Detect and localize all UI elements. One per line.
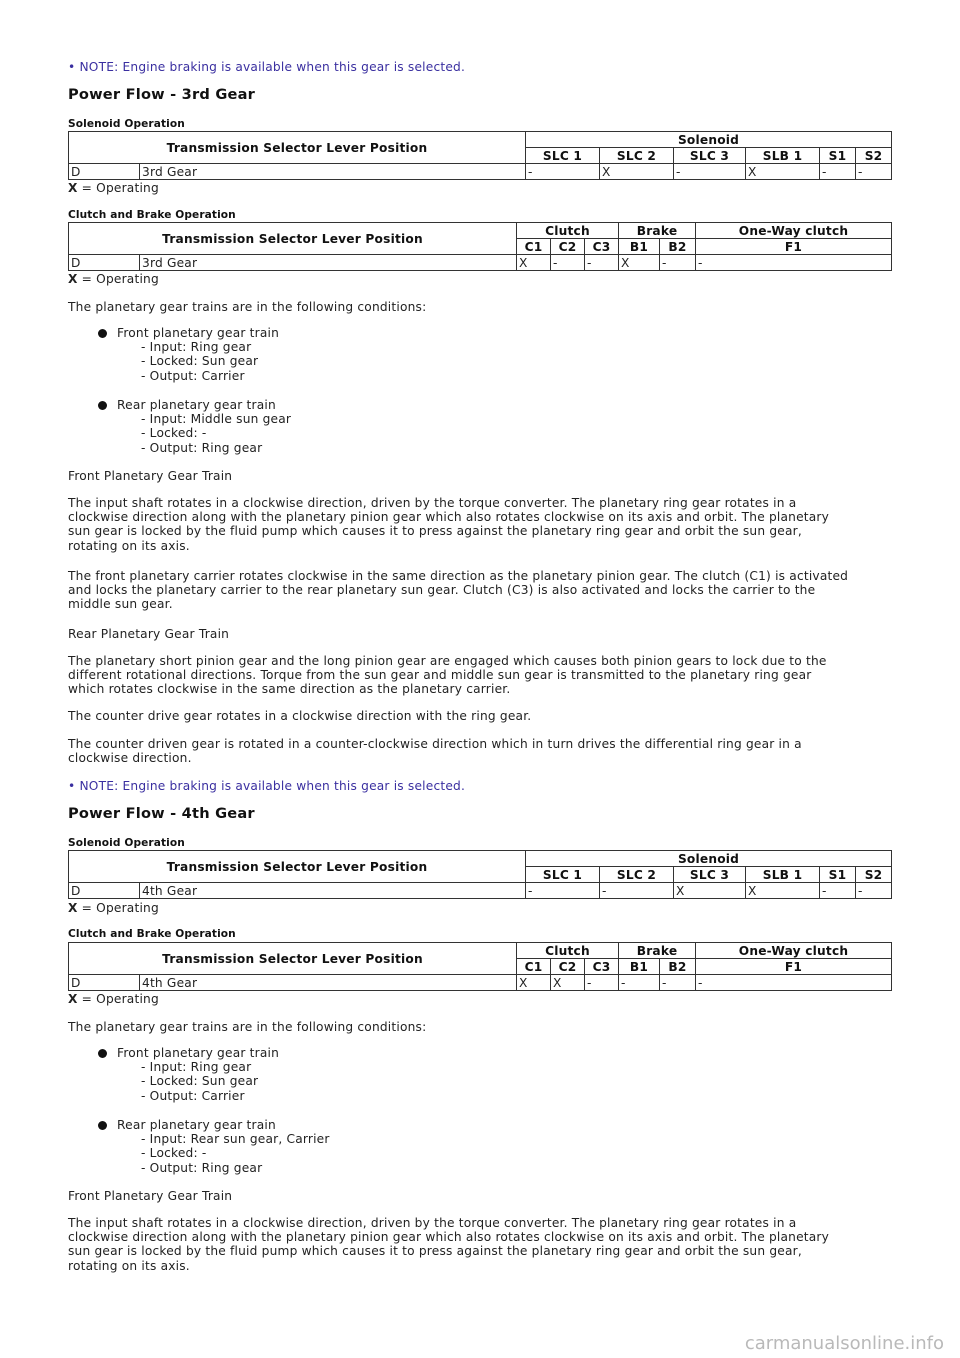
text-line: sun gear is locked by the fluid pump which causes it to press against the planetary ring gear and orbit the sun gear, (68, 524, 802, 539)
clutch-table-3rd (68, 222, 892, 271)
text-line: rotating on its axis. (68, 1258, 190, 1273)
legend-text: = Operating (77, 901, 159, 915)
col-header: F1 (696, 959, 892, 975)
cell-position: D (69, 164, 140, 180)
cell: - (674, 164, 746, 180)
col-header-clutch: Clutch (517, 943, 619, 959)
cell: - (585, 255, 619, 271)
cell: - (600, 883, 674, 899)
legend-operating (68, 992, 159, 1006)
bullet-icon (98, 329, 107, 338)
cell: - (856, 883, 892, 899)
conditions-intro: The planetary gear trains are in the following conditions: (68, 1020, 427, 1034)
cell: - (696, 255, 892, 271)
col-header: C2 (551, 239, 585, 255)
paragraph (68, 1216, 898, 1273)
col-header: F1 (696, 239, 892, 255)
text-line: sun gear is locked by the fluid pump which causes it to press against the planetary ring gear and orbit the sun gear, (68, 1244, 802, 1259)
solenoid-table-3rd (68, 131, 892, 180)
bullet-line: - Locked: - (141, 426, 207, 441)
cell: - (856, 164, 892, 180)
legend-text: = Operating (77, 272, 159, 286)
col-header-position: Transmission Selector Lever Position (69, 943, 517, 975)
cell-gear: 3rd Gear (140, 164, 526, 180)
bullet-title: Rear planetary gear train (117, 1118, 276, 1132)
cell: - (820, 883, 856, 899)
table-row (69, 975, 892, 991)
legend-text: = Operating (77, 992, 159, 1006)
bullet-icon (98, 1121, 107, 1130)
col-header-solenoid: Solenoid (526, 851, 892, 867)
col-header: S2 (856, 867, 892, 883)
col-header-position: Transmission Selector Lever Position (69, 851, 526, 883)
watermark: carmanualsonline.info (744, 1333, 944, 1354)
col-header: C3 (585, 239, 619, 255)
paragraph (68, 737, 898, 765)
cell: X (746, 883, 820, 899)
bullet-line: - Output: Carrier (141, 1088, 245, 1103)
cell: - (526, 164, 600, 180)
bullet-title: Rear planetary gear train (117, 398, 276, 412)
col-header: C1 (517, 959, 551, 975)
rear-train-heading: Rear Planetary Gear Train (68, 627, 230, 641)
section-title-4th-gear: Power Flow - 4th Gear (68, 805, 255, 822)
legend-operating (68, 901, 159, 915)
col-header: C3 (585, 959, 619, 975)
col-header: B1 (619, 959, 660, 975)
table-row (69, 164, 892, 180)
cell: - (526, 883, 600, 899)
cell: - (820, 164, 856, 180)
paragraph (68, 569, 898, 612)
cell-position: D (69, 255, 140, 271)
cell: X (551, 975, 585, 991)
text-line: rotating on its axis. (68, 538, 190, 553)
cell: - (660, 975, 696, 991)
col-header: SLC 1 (526, 148, 600, 164)
front-train-heading: Front Planetary Gear Train (68, 469, 233, 483)
bullet-line: - Locked: Sun gear (141, 1074, 259, 1089)
bullet-front-train (117, 326, 279, 383)
cell: X (746, 164, 820, 180)
col-header-position: Transmission Selector Lever Position (69, 132, 526, 164)
legend-operating (68, 181, 159, 195)
text-line: different rotational directions. Torque from the sun gear and middle sun gear is transmitted to the planetary ring gear (68, 668, 812, 683)
col-header: SLC 3 (674, 867, 746, 883)
text-line: The counter driven gear is rotated in a counter-clockwise direction which in turn drives the differential ring gear in a (68, 737, 802, 751)
text-line: middle sun gear. (68, 597, 173, 612)
cell: X (674, 883, 746, 899)
clutch-brake-heading: Clutch and Brake Operation (68, 209, 236, 221)
bullet-title: Front planetary gear train (117, 326, 280, 340)
col-header: SLC 1 (526, 867, 600, 883)
solenoid-operation-heading: Solenoid Operation (68, 837, 185, 849)
cell: - (585, 975, 619, 991)
bullet-front-train (117, 1046, 279, 1103)
bullet-rear-train (117, 398, 291, 455)
text-line: The front planetary carrier rotates clockwise in the same direction as the planetary pinion gear. The clutch (C1) is activated (68, 569, 849, 583)
col-header-clutch: Clutch (517, 223, 619, 239)
note-engine-braking: • NOTE: Engine braking is available when this gear is selected. (68, 779, 466, 793)
text-line: clockwise direction. (68, 751, 192, 766)
solenoid-table-4th (68, 850, 892, 899)
bullet-line: - Input: Ring gear (141, 340, 252, 355)
legend-text: = Operating (77, 181, 159, 195)
paragraph (68, 496, 898, 553)
solenoid-operation-heading: Solenoid Operation (68, 118, 185, 130)
text-line: The input shaft rotates in a clockwise direction, driven by the torque converter. The planetary ring gear rotates in a (68, 1216, 797, 1230)
text-line: and locks the planetary carrier to the rear planetary sun gear. Clutch (C3) is also activated and locks the carrier to the (68, 583, 816, 598)
clutch-brake-heading: Clutch and Brake Operation (68, 928, 236, 940)
cell: X (619, 255, 660, 271)
bullet-icon (98, 1049, 107, 1058)
cell: X (517, 975, 551, 991)
table-row (69, 883, 892, 899)
bullet-title: Front planetary gear train (117, 1046, 280, 1060)
legend-x: X (68, 181, 78, 195)
bullet-line: - Input: Ring gear (141, 1060, 252, 1075)
bullet-line: - Locked: - (141, 1146, 207, 1161)
col-header-position: Transmission Selector Lever Position (69, 223, 517, 255)
text-line: clockwise direction along with the planetary pinion gear which also rotates clockwise on its axis and orbit. The planetary (68, 510, 830, 525)
paragraph (68, 654, 898, 697)
legend-x: X (68, 992, 78, 1006)
cell: - (551, 255, 585, 271)
text-line: which rotates clockwise in the same direction as the planetary carrier. (68, 682, 511, 697)
cell: - (696, 975, 892, 991)
col-header: B2 (660, 239, 696, 255)
legend-operating (68, 272, 159, 286)
col-header-brake: Brake (619, 223, 696, 239)
col-header: C2 (551, 959, 585, 975)
col-header-one-way: One-Way clutch (696, 943, 892, 959)
col-header: C1 (517, 239, 551, 255)
cell-gear: 4th Gear (140, 883, 526, 899)
legend-x: X (68, 901, 78, 915)
bullet-icon (98, 401, 107, 410)
bullet-line: - Input: Rear sun gear, Carrier (141, 1132, 330, 1147)
col-header: SLC 2 (600, 148, 674, 164)
cell: X (517, 255, 551, 271)
bullet-line: - Output: Ring gear (141, 440, 263, 455)
text-line: The input shaft rotates in a clockwise direction, driven by the torque converter. The planetary ring gear rotates in a (68, 496, 797, 510)
col-header: B1 (619, 239, 660, 255)
text-line: The counter drive gear rotates in a clockwise direction with the ring gear. (68, 709, 532, 723)
cell: - (660, 255, 696, 271)
col-header: SLC 3 (674, 148, 746, 164)
col-header-solenoid: Solenoid (526, 132, 892, 148)
bullet-line: - Output: Carrier (141, 368, 245, 383)
col-header-one-way: One-Way clutch (696, 223, 892, 239)
bullet-rear-train (117, 1118, 330, 1175)
cell-gear: 4th Gear (140, 975, 517, 991)
col-header: B2 (660, 959, 696, 975)
cell: X (600, 164, 674, 180)
note-engine-braking: • NOTE: Engine braking is available when this gear is selected. (68, 60, 466, 74)
cell-position: D (69, 883, 140, 899)
bullet-line: - Locked: Sun gear (141, 354, 259, 369)
conditions-intro: The planetary gear trains are in the following conditions: (68, 300, 427, 314)
col-header: SLB 1 (746, 867, 820, 883)
clutch-table-4th (68, 942, 892, 991)
col-header-brake: Brake (619, 943, 696, 959)
text-line: clockwise direction along with the planetary pinion gear which also rotates clockwise on its axis and orbit. The planetary (68, 1230, 830, 1245)
paragraph (68, 709, 898, 723)
front-train-heading: Front Planetary Gear Train (68, 1189, 233, 1203)
bullet-line: - Output: Ring gear (141, 1160, 263, 1175)
col-header: S2 (856, 148, 892, 164)
bullet-line: - Input: Middle sun gear (141, 412, 292, 427)
cell-gear: 3rd Gear (140, 255, 517, 271)
cell: - (619, 975, 660, 991)
col-header: SLC 2 (600, 867, 674, 883)
col-header: S1 (820, 867, 856, 883)
table-row (69, 255, 892, 271)
col-header: S1 (820, 148, 856, 164)
section-title-3rd-gear: Power Flow - 3rd Gear (68, 86, 256, 103)
cell-position: D (69, 975, 140, 991)
text-line: The planetary short pinion gear and the long pinion gear are engaged which causes both pinion gears to lock due to the (68, 654, 827, 668)
legend-x: X (68, 272, 78, 286)
col-header: SLB 1 (746, 148, 820, 164)
